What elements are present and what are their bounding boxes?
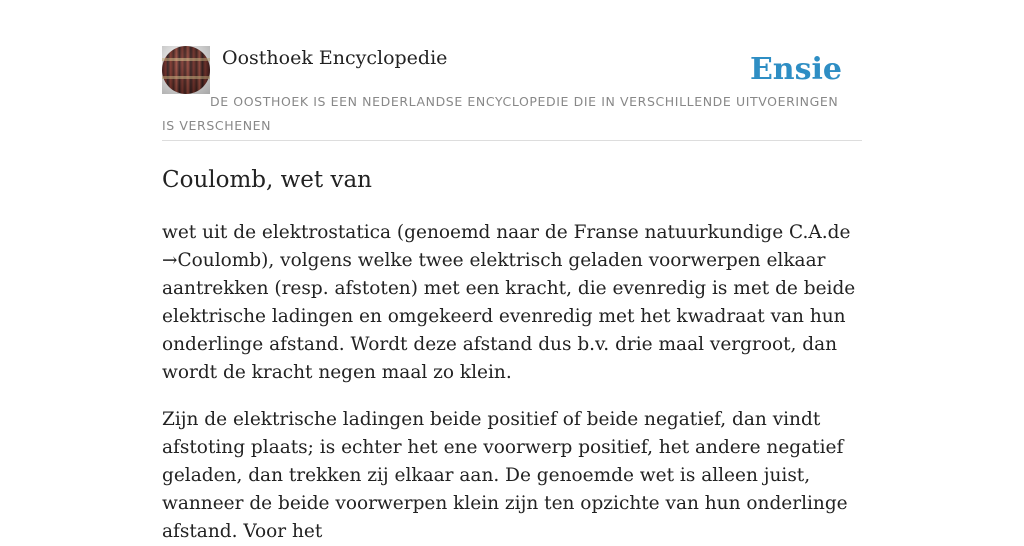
book-spines-avatar-icon[interactable]: [162, 46, 210, 94]
site-subtitle: DE OOSTHOEK IS EEN NEDERLANDSE ENCYCLOPEDIE DIE IN VERSCHILLENDE UITVOERINGEN IS VERSCHENEN: [162, 94, 839, 133]
site-title[interactable]: Oosthoek Encyclopedie: [222, 47, 448, 69]
brand-logo[interactable]: Ensie: [749, 52, 842, 87]
article-paragraph-1: wet uit de elektrostatica (genoemd naar de Franse natuurkundige C.A.de →Coulomb), volgens welke twee elektrisch geladen voorwerpen elkaar aantrekken (resp. afstoten) met een kracht, die evenredig is met de beide elektrische ladingen en omgekeerd evenredig met het kwadraat van hun onderlinge afstand. Wordt deze afstand dus b.v. drie maal vergroot, dan wordt de kracht negen maal zo klein.: [162, 222, 856, 383]
article-paragraph-2: Zijn de elektrische ladingen beide positief of beide negatief, dan vindt afstoting plaats; is echter het ene voorwerp positief, het andere negatief geladen, dan trekken zij elkaar aan. De genoemde wet is alleen juist, wanneer de beide voorwerpen klein zijn ten opzichte van hun onderlinge afstand. Voor het: [162, 409, 848, 542]
page: [162, 0, 862, 546]
article-title: Coulomb, wet van: [162, 167, 372, 193]
site-header: [162, 46, 862, 141]
